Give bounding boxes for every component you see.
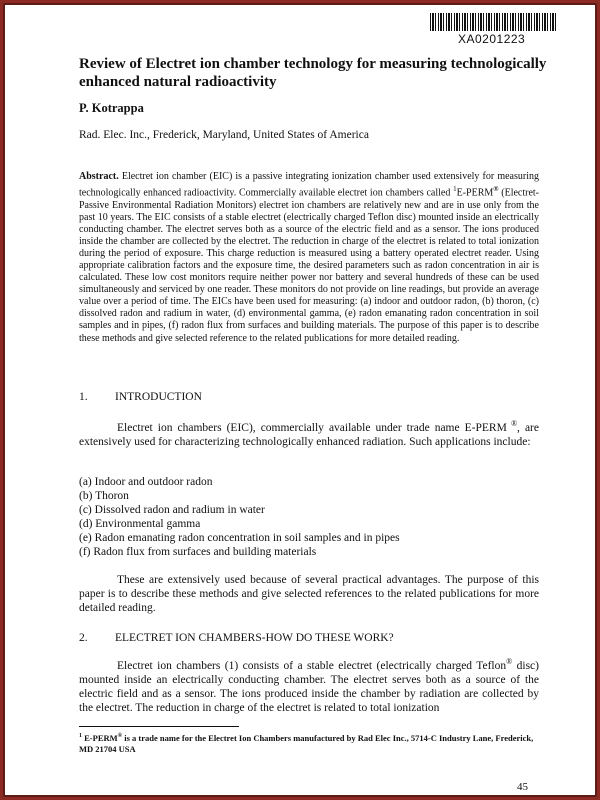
section-number: 2.: [79, 632, 88, 644]
abstract-trade-name: E-PERM: [456, 187, 494, 199]
list-item: (d) Environmental gamma: [79, 518, 201, 531]
author-name: P. Kotrappa: [79, 101, 144, 115]
author-affiliation: Rad. Elec. Inc., Frederick, Maryland, United States of America: [79, 129, 369, 141]
footnote-trade-name: E-PERM: [82, 732, 118, 743]
footnote-divider: [79, 726, 239, 727]
section-title: INTRODUCTION: [115, 391, 202, 403]
paper-title: Review of Electret ion chamber technology for measuring technologically enhanced natural radioactivity: [79, 56, 547, 90]
abstract-text-2: (Electret-Passive Environmental Radiation Monitors) electret ion chambers are relatively new and are in use only from the past 10 years. The EIC consists of a stable electret (electrically charged Teflon disc) mounted inside an electrically conducting chamber. The electret serves both as a source of the electric field and as a sensor. The ions produced inside the chamber are collected by the electret. The reduction in charge of the electret is related to total ionization during the period of exposure. This charge reduction is measured using a battery operated electret reader. Using appropriate calibration factors and the exposure time, the desired parameters such as radon concentration in air is calculated. These low cost monitors require neither power nor battery and several hundreds of these can be used simultaneously and serviced by one reader. These monitors do not provide on line readings, but provide an average value over a period of time. The EICs have been used for measuring: (a) indoor and outdoor radon, (b) thoron, (c) dissolved radon and radium in water, (d) environmental gamma, (e) radon emanating radon concentration in soil samples and in pipes, (f) radon flux from surfaces and building materials. The purpose of this paper is to describe these methods and give selected reference to the related publications for more detailed reading.: [79, 187, 540, 344]
abstract-label: Abstract.: [79, 171, 119, 182]
abstract-text-1: Electret ion chamber (EIC) is a passive integrating ionization chamber used extensively for measuring technologically enhanced radioactivity. Commercially available electret ion chambers called: [79, 171, 539, 199]
section-title: ELECTRET ION CHAMBERS-HOW DO THESE WORK?: [115, 632, 394, 644]
list-item: (f) Radon flux from surfaces and building materials: [79, 546, 317, 559]
registered-mark: ®: [506, 419, 518, 428]
applications-list: [79, 475, 539, 560]
abstract: [79, 171, 539, 345]
section2-paragraph: [79, 655, 539, 716]
registered-mark: ®: [506, 657, 513, 666]
section2-text-2: disc) mounted inside an electrically conducting chamber. The electret serves both as a source of the electric field and as a sensor. The ions produced inside the chamber by radiation are collected by the electret. The reduction in charge of the electret is related to total ionization: [79, 659, 539, 715]
barcode: [430, 13, 556, 31]
list-item: (b) Thoron: [79, 490, 129, 503]
intro-paragraph-1: [79, 417, 539, 449]
section-heading-introduction: [79, 391, 539, 403]
section2-text-1: Electret ion chambers (1) consists of a stable electret (electrically charged Teflon: [117, 659, 507, 672]
intro-paragraph-2: These are extensively used because of several practical advantages. The purpose of this paper is to describe these methods and give selected references to the related publications for more detailed reading.: [79, 574, 539, 615]
intro-text-2: , are extensively used for characterizing technologically enhanced radiation. Such applications include:: [79, 421, 539, 449]
section-heading-electret: [79, 632, 539, 644]
footnote: [79, 731, 539, 755]
section-number: 1.: [79, 391, 88, 403]
registered-mark: ®: [117, 733, 123, 739]
list-item: (a) Indoor and outdoor radon: [79, 476, 213, 488]
footnote-marker: 1: [79, 733, 82, 739]
intro-text-1: Electret ion chambers (EIC), commercially available under trade name E-PERM: [117, 421, 507, 434]
document-id: XA0201223: [458, 32, 526, 46]
list-item: (c) Dissolved radon and radium in water: [79, 504, 265, 517]
footnote-marker: 1: [453, 185, 457, 194]
registered-mark: ®: [493, 185, 499, 194]
page-number: 45: [517, 781, 528, 793]
list-item: (e) Radon emanating radon concentration in soil samples and in pipes: [79, 532, 400, 545]
footnote-text: is a trade name for the Electret Ion Chambers manufactured by Rad Elec Inc., 5714-C Industry Lane, Frederick, MD 21704 USA: [79, 732, 534, 754]
document-page: [3, 3, 597, 797]
